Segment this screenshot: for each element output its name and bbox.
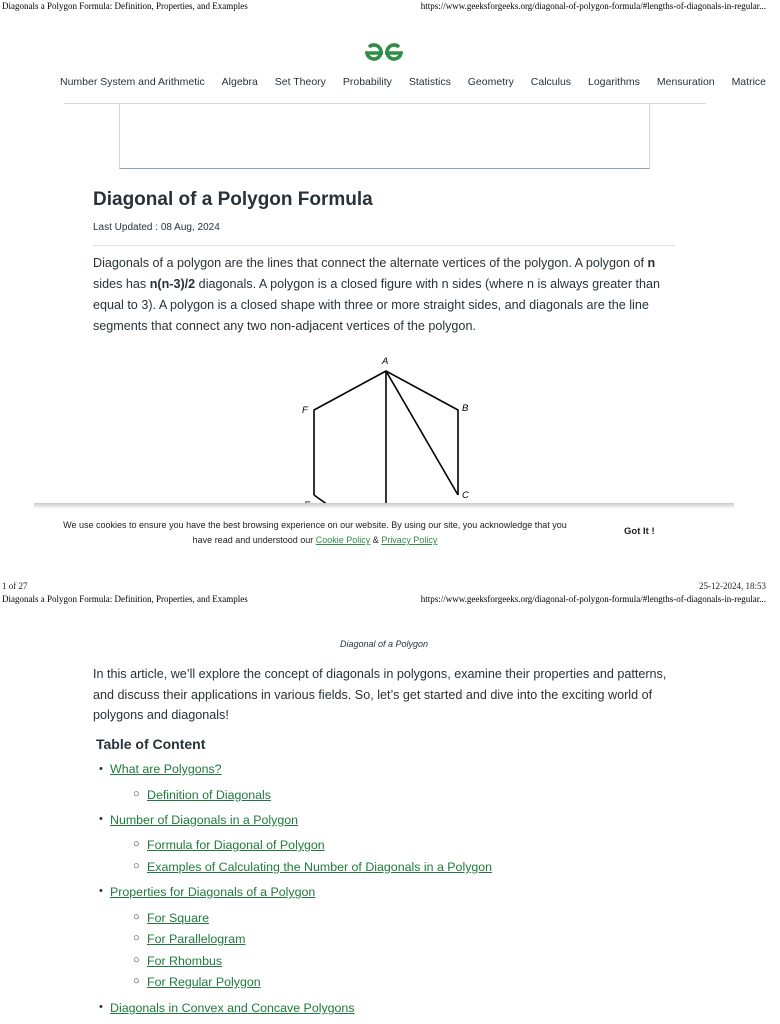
- toc-link-examples[interactable]: Examples of Calculating the Number of Diagonals in a Polygon: [147, 860, 493, 874]
- last-updated: Last Updated : 08 Aug, 2024: [93, 222, 220, 233]
- vertex-label-a: A: [382, 356, 389, 367]
- category-nav: [60, 76, 766, 96]
- article-title: Diagonal of a Polygon Formula: [93, 189, 373, 210]
- toc-link-formula[interactable]: Formula for Diagonal of Polygon: [147, 838, 325, 852]
- bullet-icon: •: [99, 885, 103, 897]
- toc-link-what-are-polygons[interactable]: What are Polygons?: [110, 762, 222, 776]
- pdf-header-page2: [0, 594, 768, 606]
- gfg-logo[interactable]: [361, 40, 407, 66]
- pdf-header: [0, 1, 768, 13]
- nav-item-statistics[interactable]: Statistics: [408, 76, 451, 88]
- toc-link-number-of-diagonals[interactable]: Number of Diagonals in a Polygon: [110, 813, 299, 827]
- nav-item-calculus[interactable]: Calculus: [530, 76, 572, 88]
- toc-title: Table of Content: [96, 736, 206, 752]
- nav-item-set-theory[interactable]: Set Theory: [274, 76, 326, 88]
- cookie-policy-link[interactable]: Cookie Policy: [315, 535, 371, 545]
- pdf-header-title: Diagonals a Polygon Formula: Definition, Properties, and Examples: [2, 594, 248, 604]
- nav-item-probability[interactable]: Probability: [342, 76, 392, 88]
- nav-item-matrices[interactable]: Matrice: [731, 76, 766, 88]
- circle-bullet-icon: ○: [133, 788, 140, 800]
- bullet-icon: •: [99, 763, 103, 775]
- circle-bullet-icon: ○: [133, 911, 140, 923]
- polygon-diagram: [270, 350, 500, 510]
- nav-item-algebra[interactable]: Algebra: [221, 76, 258, 88]
- pdf-footer: [0, 581, 768, 593]
- page-number: 1 of 27: [2, 581, 28, 591]
- vertex-label-c: C: [462, 490, 469, 501]
- toc-link-for-square[interactable]: For Square: [147, 911, 209, 925]
- figure-caption: Diagonal of a Polygon: [339, 639, 429, 649]
- title-divider: [93, 245, 675, 246]
- circle-bullet-icon: ○: [133, 975, 140, 987]
- circle-bullet-icon: ○: [133, 932, 140, 944]
- bullet-icon: •: [99, 813, 103, 825]
- toc-link-definition-of-diagonals[interactable]: Definition of Diagonals: [147, 788, 271, 802]
- bullet-icon: •: [99, 1001, 103, 1013]
- toc-link-properties[interactable]: Properties for Diagonals of a Polygon: [110, 885, 316, 899]
- article-paragraph: In this article, we’ll explore the concept of diagonals in polygons, examine their properties and patterns, and discuss their applications in various fields. So, let’s get started and dive into the exciting world of polygons and diagonals!: [93, 667, 667, 722]
- got-it-button[interactable]: Got It !: [624, 526, 655, 537]
- nav-item-logarithms[interactable]: Logarithms: [587, 76, 640, 88]
- toc-link-convex-concave[interactable]: Diagonals in Convex and Concave Polygons: [110, 1001, 355, 1015]
- intro-paragraph: Diagonals of a polygon are the lines that connect the alternate vertices of the polygon. A polygon of n sides has n(n-3)/2 diagonals. A polygon is a closed figure with n sides (where n is always greater than equal to 3). A polygon is a closed shape with three or more straight sides, and diagonals are the line segments that connect any two non-adjacent vertices of the polygon.: [93, 256, 661, 333]
- toc-link-for-regular-polygon[interactable]: For Regular Polygon: [147, 975, 261, 989]
- cookie-message: We use cookies to ensure you have the best browsing experience on our website. By using our site, you acknowledge that you have read and understood our Cookie Policy & Privacy Policy: [63, 520, 567, 545]
- circle-bullet-icon: ○: [133, 954, 140, 966]
- toc-link-for-rhombus[interactable]: For Rhombus: [147, 954, 223, 968]
- pdf-header-url[interactable]: https://www.geeksforgeeks.org/diagonal-of-polygon-formula/#lengths-of-diagonals-in-regular...: [420, 1, 766, 11]
- toc-link-for-parallelogram[interactable]: For Parallelogram: [147, 932, 246, 946]
- ad-placeholder: [119, 104, 650, 169]
- nav-item-geometry[interactable]: Geometry: [467, 76, 514, 88]
- circle-bullet-icon: ○: [133, 838, 140, 850]
- pdf-header-title: Diagonals a Polygon Formula: Definition, Properties, and Examples: [2, 1, 248, 11]
- nav-item-mensuration[interactable]: Mensuration: [656, 76, 715, 88]
- pdf-header-url[interactable]: https://www.geeksforgeeks.org/diagonal-of-polygon-formula/#lengths-of-diagonals-in-regular...: [420, 594, 766, 604]
- vertex-label-b: B: [462, 403, 469, 414]
- privacy-policy-link[interactable]: Privacy Policy: [381, 535, 438, 545]
- circle-bullet-icon: ○: [133, 860, 140, 872]
- nav-item-number-system[interactable]: Number System and Arithmetic: [60, 76, 205, 88]
- vertex-label-f: F: [302, 405, 308, 416]
- print-datetime: 25-12-2024, 18:53: [699, 581, 766, 591]
